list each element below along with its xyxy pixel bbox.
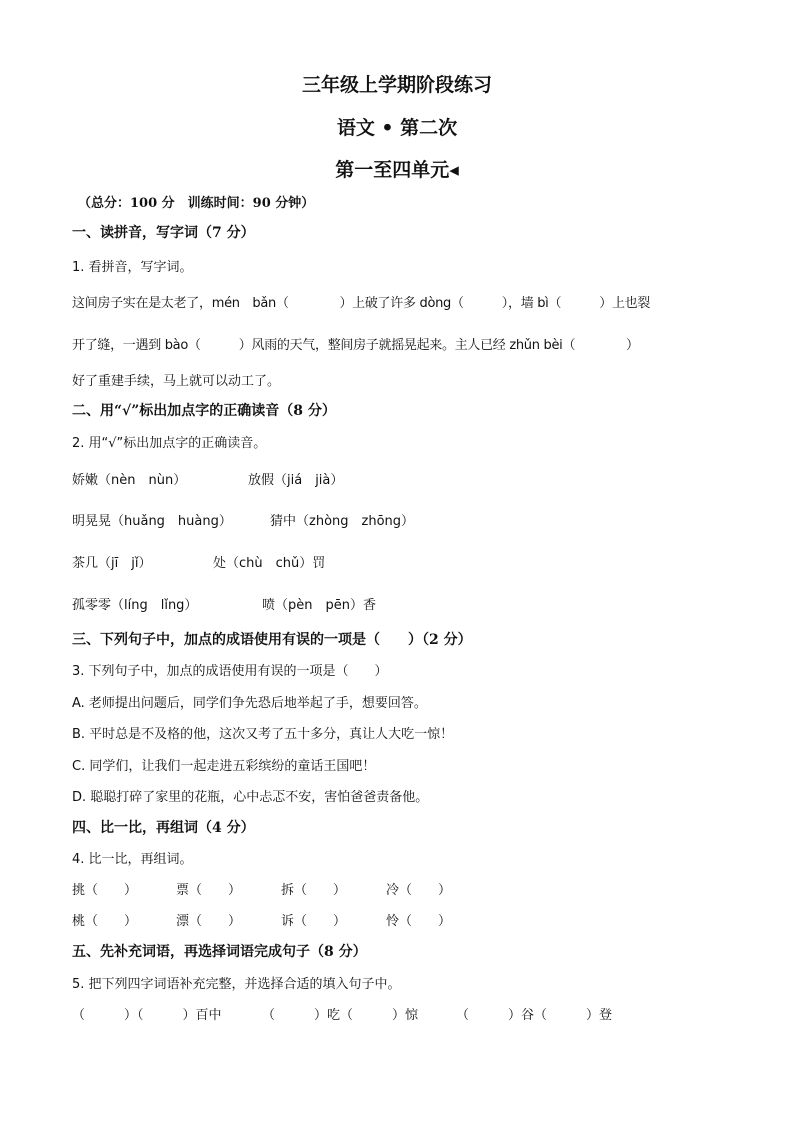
compare-item: 冷（ ）	[386, 883, 452, 898]
option-c: C. 同学们，让我们一起走进五彩缤纷的童话王国吧！	[72, 759, 376, 774]
exam-unit-range: 第一至四单元◂	[335, 159, 459, 181]
compare-item: 怜（ ）	[386, 914, 452, 929]
idiom-item: （ ）（ ）百中	[72, 1008, 222, 1023]
exam-subtitle: 语文 • 第二次	[336, 117, 458, 139]
compare-item: 票（ ）	[176, 883, 242, 898]
question-5: 5. 把下列四字词语补充完整，并选择合适的填入句子中。	[72, 977, 401, 992]
option-d: D. 聪聪打碎了家里的花瓶，心中忐忑不安，害怕爸爸责备他。	[72, 790, 429, 805]
question-3: 3. 下列句子中，加点的成语使用有误的一项是（ ）	[72, 664, 388, 679]
compare-item: 挑（ ）	[72, 883, 138, 898]
compare-item: 拆（ ）	[281, 883, 347, 898]
section-heading-4: 四、比一比，再组词（4 分）	[72, 820, 255, 836]
option-b: B. 平时总是不及格的他，这次又考了五十多分，真让人大吃一惊！	[72, 727, 454, 742]
compare-item: 漂（ ）	[176, 914, 242, 929]
pinyin-item: 放假（jiá jià）	[248, 473, 344, 488]
option-a: A. 老师提出问题后，同学们争先恐后地举起了手，想要回答。	[72, 696, 427, 711]
pinyin-item: 茶几（jī jǐ）	[72, 556, 152, 571]
pinyin-item: 明晃晃（huǎng huàng）	[72, 514, 232, 529]
passage-line-1: 这间房子实在是太老了，mén bǎn（ ）上破了许多 dòng（ ），墙 bì（ ）上也裂	[72, 296, 651, 311]
pinyin-item: 孤零零（líng lǐng）	[72, 598, 198, 613]
section-heading-1: 一、读拼音，写字词（7 分）	[72, 225, 255, 241]
score-time-line: （总分：100 分 训练时间：90 分钟）	[78, 196, 315, 211]
question-2: 2. 用“√”标出加点字的正确读音。	[72, 436, 267, 451]
pinyin-item: 处（chù chǔ）罚	[213, 556, 326, 571]
pinyin-item: 喷（pèn pēn）香	[262, 598, 376, 613]
passage-line-2: 开了缝，一遇到 bào（ ）风雨的天气，整间房子就摇晃起来。主人已经 zhǔn bèi（ ）	[72, 338, 639, 353]
pinyin-item: 猜中（zhòng zhōng）	[270, 514, 415, 529]
question-1: 1. 看拼音，写字词。	[72, 260, 193, 275]
pinyin-item: 娇嫩（nèn nùn）	[72, 473, 187, 488]
passage-line-3: 好了重建手续，马上就可以动工了。	[72, 374, 281, 389]
idiom-item: （ ）吃（ ）惊	[262, 1008, 419, 1023]
section-heading-2: 二、用“√”标出加点字的正确读音（8 分）	[72, 403, 336, 419]
section-heading-5: 五、先补充词语，再选择词语完成句子（8 分）	[72, 944, 367, 960]
question-4: 4. 比一比，再组词。	[72, 852, 193, 867]
section-heading-3: 三、下列句子中，加点的成语使用有误的一项是（ ）（2 分）	[72, 632, 472, 648]
idiom-item: （ ）谷（ ）登	[456, 1008, 613, 1023]
compare-item: 桃（ ）	[72, 914, 138, 929]
exam-title: 三年级上学期阶段练习	[301, 74, 492, 96]
compare-item: 诉（ ）	[281, 914, 347, 929]
